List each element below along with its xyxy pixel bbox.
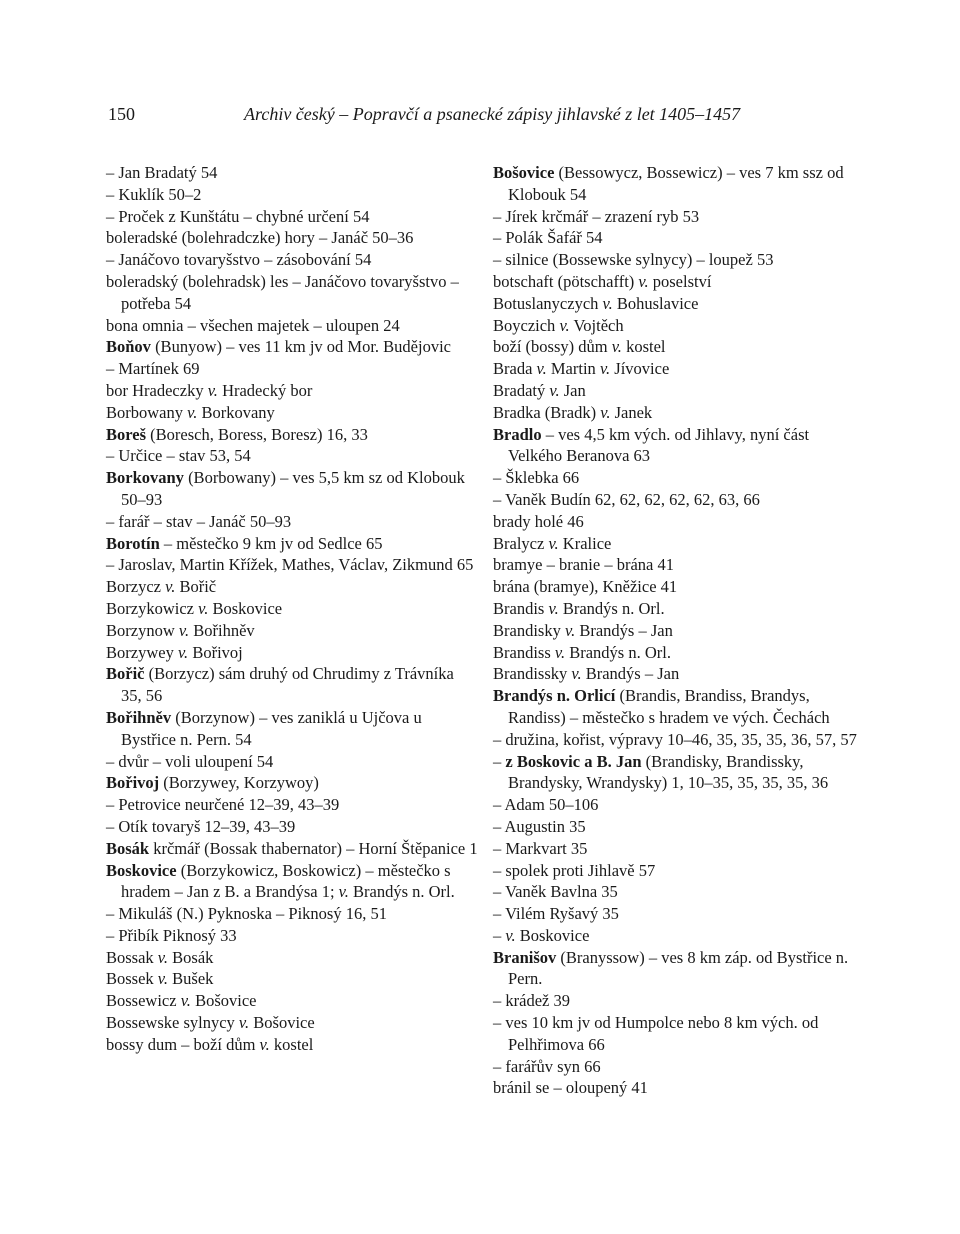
entry-text: – krádež 39 xyxy=(493,991,570,1011)
entry-text: Bořihněv xyxy=(189,620,255,640)
entry-text: brána (bramye), Kněžice 41 xyxy=(493,577,678,597)
entry-text: – xyxy=(493,925,506,945)
index-entry xyxy=(493,751,865,795)
entry-headword: Borotín xyxy=(106,533,160,553)
index-entry xyxy=(106,663,478,707)
cross-reference-marker: v. xyxy=(178,620,190,640)
entry-text: Bošovice xyxy=(249,1013,315,1033)
index-entry xyxy=(106,554,478,576)
index-entry xyxy=(493,1012,865,1056)
entry-text: botschaft (pötschafft) xyxy=(493,271,639,291)
entry-text: Brandis xyxy=(493,598,549,618)
entry-text: Bořivoj xyxy=(188,642,243,662)
entry-text: – Markvart 35 xyxy=(493,838,588,858)
index-entry xyxy=(493,533,865,555)
entry-text: Brandýs n. Orl. xyxy=(348,882,455,902)
index-entry xyxy=(106,227,478,249)
entry-text: bránil se – oloupený 41 xyxy=(493,1078,648,1098)
entry-text: poselství xyxy=(648,271,712,291)
entry-text: Bradka (Bradk) xyxy=(493,402,601,422)
entry-text: Martin xyxy=(546,359,600,379)
index-entry xyxy=(106,990,478,1012)
index-entry xyxy=(493,380,865,402)
entry-text: boleradské (bolehradczke) hory – Janáč 50–36 xyxy=(106,228,414,248)
entry-text: Boskovice xyxy=(208,598,283,618)
index-column-right xyxy=(493,162,865,1099)
entry-text: (Brandis, Brandiss, Brandys, Randiss) – městečko s hradem ve vých. Čechách xyxy=(508,686,830,727)
index-entry xyxy=(493,358,865,380)
index-entry xyxy=(493,663,865,685)
entry-text: Jan xyxy=(559,380,586,400)
entry-text: – Jaroslav, Martin Křížek, Mathes, Václav, Zikmund 65 xyxy=(106,555,474,575)
entry-text: – silnice (Bossewske sylnycy) – loupež 53 xyxy=(493,250,774,270)
cross-reference-marker: v. xyxy=(548,598,559,618)
entry-text: Bradatý xyxy=(493,380,550,400)
entry-text: Brada xyxy=(493,359,537,379)
entry-text: Boyczich xyxy=(493,315,560,335)
index-entry xyxy=(493,881,865,903)
entry-text: kostel xyxy=(269,1034,314,1054)
index-entry xyxy=(493,206,865,228)
entry-text: (Borzykowicz, Boskowicz) – městečko s hradem – Jan z B. a Brandýsa 1; xyxy=(121,860,451,902)
index-entry xyxy=(106,162,478,184)
entry-text: Borzywey xyxy=(106,642,178,662)
index-entry xyxy=(106,1012,478,1034)
entry-text: boleradský (bolehradsk) les – Janáčovo tovaryšstvo – potřeba 54 xyxy=(106,271,459,313)
index-entry xyxy=(493,925,865,947)
entry-text: – Mikuláš (N.) Pyknoska – Piknosý 16, 51 xyxy=(106,904,387,924)
index-entry xyxy=(106,445,478,467)
entry-text: (Borbowany) – ves 5,5 km sz od Klobouk 50–93 xyxy=(121,468,465,509)
index-entry xyxy=(106,315,478,337)
index-entry xyxy=(493,249,865,271)
index-entry xyxy=(493,554,865,576)
index-entry xyxy=(106,533,478,555)
entry-text: Janek xyxy=(610,402,653,422)
entry-text: (Bessowycz, Bossewicz) – ves 7 km ssz od Klobouk 54 xyxy=(508,163,844,204)
entry-text: Borbowany xyxy=(106,402,188,422)
entry-text: bona omnia – všechen majetek – uloupen 24 xyxy=(106,315,400,335)
index-entry xyxy=(106,511,478,533)
entry-text: (Borzynow) – ves zaniklá u Ujčova u Bystřice n. Pern. 54 xyxy=(121,707,422,749)
index-entry xyxy=(493,838,865,860)
cross-reference-marker: v. xyxy=(548,533,559,553)
entry-text: – dvůr – voli uloupení 54 xyxy=(106,751,274,771)
entry-headword: Bradlo xyxy=(493,424,542,444)
index-entry xyxy=(493,162,865,206)
index-column-left xyxy=(106,162,478,1056)
index-entry xyxy=(493,315,865,337)
entry-text: Bušek xyxy=(168,969,214,989)
cross-reference-marker: v. xyxy=(600,402,611,422)
entry-text: – Polák Šafář 54 xyxy=(493,228,603,248)
entry-text: Brandýs – Jan xyxy=(575,620,673,640)
entry-headword: Brandýs n. Orlicí xyxy=(493,686,616,706)
cross-reference-marker: v. xyxy=(238,1013,250,1033)
entry-text: bramye – branie – brána 41 xyxy=(493,555,674,575)
entry-text: – ves 4,5 km vých. od Jihlavy, nyní část Velkého Beranova 63 xyxy=(508,424,810,466)
index-entry xyxy=(493,794,865,816)
cross-reference-marker: v. xyxy=(564,620,576,640)
entry-text: bor Hradeczky xyxy=(106,380,208,400)
index-entry xyxy=(106,336,478,358)
page-number: 150 xyxy=(108,104,135,124)
entry-text: boží (bossy) dům xyxy=(493,337,612,357)
index-entry xyxy=(106,772,478,794)
entry-text: – Určice – stav 53, 54 xyxy=(106,446,251,466)
index-entry xyxy=(106,838,478,860)
entry-text: – Kuklík 50–2 xyxy=(106,184,202,204)
cross-reference-marker: v. xyxy=(207,380,218,400)
entry-text: – městečko 9 km jv od Sedlce 65 xyxy=(159,533,383,553)
entry-headword: Bořič xyxy=(106,664,145,684)
entry-text: Brandýs – Jan xyxy=(581,664,680,684)
index-entry xyxy=(106,402,478,424)
entry-text: – družina, kořist, výpravy 10–46, 35, 35, 35, 36, 57, 57 xyxy=(493,729,857,749)
index-entry xyxy=(493,402,865,424)
index-entry xyxy=(493,860,865,882)
entry-text: (Brandisky, Brandissky, Brandysky, Wrandysky) 1, 10–35, 35, 35, 35, 36 xyxy=(508,751,829,793)
index-entry xyxy=(106,249,478,271)
cross-reference-marker: v. xyxy=(559,315,570,335)
index-entry xyxy=(493,990,865,1012)
index-entry xyxy=(493,903,865,925)
entry-text: (Borzycz) sám druhý od Chrudimy z Trávníka 35, 56 xyxy=(121,664,454,706)
cross-reference-marker: v. xyxy=(505,925,516,945)
index-entry xyxy=(493,620,865,642)
entry-headword: Boskovice xyxy=(106,860,177,880)
index-entry xyxy=(106,271,478,315)
entry-text: Bossek xyxy=(106,969,158,989)
entry-text: – Adam 50–106 xyxy=(493,795,599,815)
cross-reference-marker: v. xyxy=(180,991,191,1011)
entry-text: – farářův syn 66 xyxy=(493,1056,601,1076)
index-entry xyxy=(493,598,865,620)
index-entry xyxy=(493,227,865,249)
entry-headword: Bošovice xyxy=(493,163,555,182)
cross-reference-marker: v. xyxy=(157,969,169,989)
entry-text: Botuslanyczych xyxy=(493,293,603,313)
cross-reference-marker: v. xyxy=(611,337,622,357)
entry-text: – Vaněk Budín 62, 62, 62, 62, 62, 63, 66 xyxy=(493,489,760,509)
index-entry xyxy=(493,685,865,729)
entry-text: Brandiss xyxy=(493,642,555,662)
entry-prefix: – xyxy=(493,751,506,771)
index-entry xyxy=(106,184,478,206)
entry-headword: Boreš xyxy=(106,424,147,444)
entry-text: Bossewicz xyxy=(106,991,181,1011)
index-entry xyxy=(106,860,478,904)
cross-reference-marker: v. xyxy=(536,359,547,379)
entry-text: Brandisky xyxy=(493,620,565,640)
index-entry xyxy=(106,794,478,816)
index-entry xyxy=(493,816,865,838)
entry-headword: Bosák xyxy=(106,838,150,858)
index-entry xyxy=(493,1077,865,1099)
entry-text: Boskovice xyxy=(515,925,590,945)
entry-text: – Janáčovo tovaryšstvo – zásobování 54 xyxy=(106,250,372,270)
cross-reference-marker: v. xyxy=(259,1034,270,1054)
entry-text: Kralice xyxy=(558,533,612,553)
index-entry xyxy=(493,947,865,991)
entry-text: (Branyssow) – ves 8 km záp. od Bystřice n. Pern. xyxy=(508,947,849,989)
entry-headword: z Boskovic a B. Jan xyxy=(505,751,642,771)
cross-reference-marker: v. xyxy=(198,598,209,618)
entry-headword: Bořihněv xyxy=(106,707,172,727)
cross-reference-marker: v. xyxy=(602,293,613,313)
cross-reference-marker: v. xyxy=(638,271,649,291)
index-entry xyxy=(106,816,478,838)
cross-reference-marker: v. xyxy=(571,664,582,684)
index-entry xyxy=(106,903,478,925)
entry-text: – Petrovice neurčené 12–39, 43–39 xyxy=(106,795,340,815)
entry-text: – Šklebka 66 xyxy=(493,468,580,488)
index-entry xyxy=(493,271,865,293)
entry-text: (Bunyow) – ves 11 km jv od Mor. Budějovic xyxy=(150,337,451,357)
entry-text: Vojtěch xyxy=(569,315,624,335)
entry-text: Bohuslavice xyxy=(612,293,699,313)
index-entry xyxy=(106,751,478,773)
index-entry xyxy=(106,424,478,446)
entry-text: Borzycz xyxy=(106,577,166,597)
entry-text: bossy dum – boží dům xyxy=(106,1034,260,1054)
entry-text: – spolek proti Jihlavě 57 xyxy=(493,860,656,880)
index-entry xyxy=(106,925,478,947)
entry-text: – Jírek krčmář – zrazení ryb 53 xyxy=(493,206,700,226)
index-entry xyxy=(106,620,478,642)
entry-text: Bralycz xyxy=(493,533,549,553)
index-entry xyxy=(493,1056,865,1078)
entry-text: – Jan Bradatý 54 xyxy=(106,163,218,182)
entry-text: Borzynow xyxy=(106,620,179,640)
entry-text: – Přibík Piknosý 33 xyxy=(106,925,237,945)
entry-text: Bořič xyxy=(175,577,217,597)
entry-text: Brandýs n. Orl. xyxy=(565,642,671,662)
cross-reference-marker: v. xyxy=(554,642,566,662)
cross-reference-marker: v. xyxy=(165,577,176,597)
index-entry xyxy=(493,336,865,358)
entry-text: – Martínek 69 xyxy=(106,359,200,379)
entry-text: brady holé 46 xyxy=(493,511,584,531)
entry-text: (Borzywey, Korzywoy) xyxy=(159,773,319,793)
cross-reference-marker: v. xyxy=(177,642,189,662)
entry-text: Borkovany xyxy=(197,402,275,422)
entry-text: – Vaněk Bavlna 35 xyxy=(493,882,618,902)
entry-text: Borzykowicz xyxy=(106,598,199,618)
index-entry xyxy=(493,424,865,468)
cross-reference-marker: v. xyxy=(187,402,198,422)
index-entry xyxy=(106,598,478,620)
index-entry xyxy=(493,642,865,664)
entry-text: Brandissky xyxy=(493,664,572,684)
entry-text: kostel xyxy=(621,337,666,357)
running-title: Archiv český – Popravčí a psanecké zápisy jihlavské z let 1405–1457 xyxy=(244,104,741,124)
entry-text: – Vilém Ryšavý 35 xyxy=(493,904,619,924)
entry-text: krčmář (Bossak thabernator) – Horní Štěpanice 1 xyxy=(149,838,478,858)
entry-text: – Augustin 35 xyxy=(493,816,586,836)
entry-headword: Bořivoj xyxy=(106,773,160,793)
index-entry xyxy=(493,293,865,315)
entry-text: Bossak xyxy=(106,947,158,967)
index-entry xyxy=(106,947,478,969)
cross-reference-marker: v. xyxy=(549,380,560,400)
entry-text: – farář – stav – Janáč 50–93 xyxy=(106,511,292,531)
index-entry xyxy=(106,206,478,228)
index-entry xyxy=(106,576,478,598)
index-entry xyxy=(106,642,478,664)
index-entry xyxy=(493,511,865,533)
index-entry xyxy=(106,467,478,511)
entry-text: Bossewske sylnycy xyxy=(106,1013,239,1033)
index-entry xyxy=(493,467,865,489)
cross-reference-marker: v. xyxy=(599,359,611,379)
index-entry xyxy=(493,729,865,751)
index-entry xyxy=(106,707,478,751)
entry-headword: Branišov xyxy=(493,947,557,967)
entry-text: – Otík tovaryš 12–39, 43–39 xyxy=(106,816,296,836)
index-entry xyxy=(106,1034,478,1056)
entry-text: Hradecký bor xyxy=(217,380,313,400)
index-entry xyxy=(493,489,865,511)
entry-text: (Boresch, Boress, Boresz) 16, 33 xyxy=(146,424,368,444)
index-entry xyxy=(106,380,478,402)
cross-reference-marker: v. xyxy=(338,882,349,902)
cross-reference-marker: v. xyxy=(157,947,169,967)
entry-text: Brandýs n. Orl. xyxy=(558,598,665,618)
entry-text: – Proček z Kunštátu – chybné určení 54 xyxy=(106,206,370,226)
entry-text: Bošovice xyxy=(190,991,257,1011)
index-entry xyxy=(106,358,478,380)
entry-headword: Borkovany xyxy=(106,468,184,488)
entry-headword: Boňov xyxy=(106,337,151,357)
entry-text: Bosák xyxy=(168,947,214,967)
entry-text: – ves 10 km jv od Humpolce nebo 8 km vých. od Pelhřimova 66 xyxy=(493,1013,819,1054)
index-entry xyxy=(106,968,478,990)
entry-text: Jívovice xyxy=(610,359,670,379)
index-entry xyxy=(493,576,865,598)
